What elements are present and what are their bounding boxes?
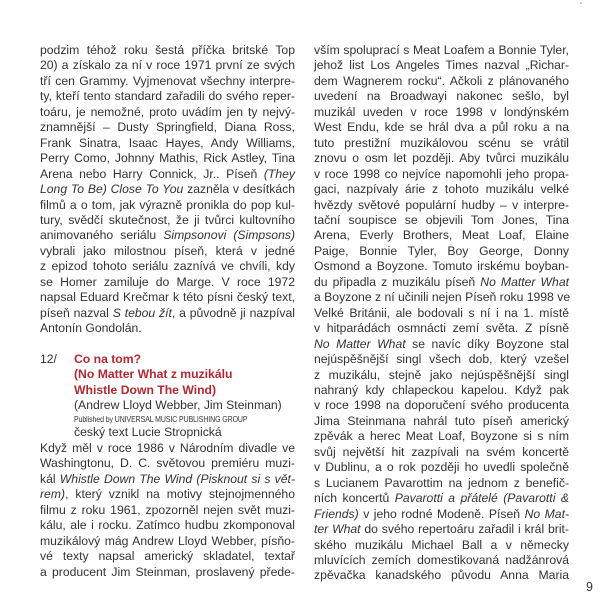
- text-line: v roce 1998 co nejvíce napomohli jeho propa-: [314, 166, 569, 181]
- text-run: ních koncertů: [314, 491, 395, 506]
- text-line: ty, kteří tento standard zařadili do svého reper-: [40, 89, 295, 104]
- text-line: se Homer zamiluje do Marge. V roce 1972: [40, 274, 295, 289]
- text-line: [40, 167, 295, 182]
- track-publisher: Published by UNIVERSAL MUSIC PUBLISHING GROUP: [74, 414, 248, 425]
- text-line: [314, 337, 569, 352]
- text-line: nahraný kdy chlapeckou kapelou. Když pak: [314, 382, 569, 397]
- text-line: Frank Sinatra, Isaac Hayes, Andy Williams,: [40, 135, 295, 150]
- text-line: z epizod tohoto seriálu zaznívá ve chvíli, kdy: [40, 259, 295, 274]
- musical-title-italic: rem): [40, 487, 66, 502]
- text-run: Arena nebo Harry Connick, Jr.. Píseň: [40, 166, 264, 181]
- song-title-italic: No Matter What: [480, 274, 569, 289]
- text-run: , a původně ji nazpíval: [171, 305, 295, 320]
- track-entry: [40, 352, 295, 441]
- text-line: [40, 228, 295, 243]
- song-title-italic: No Mat-: [524, 506, 570, 521]
- track-title: Whistle Down The Wind): [74, 382, 217, 397]
- text-line: 20) a získalo za ní v roce 1971 první ze svých: [40, 58, 295, 73]
- page-number: 9: [586, 580, 593, 594]
- track-czech-lyrics: český text Lucie Stropnická: [74, 425, 222, 440]
- text-run: kál: [40, 471, 60, 486]
- left-column: [40, 43, 295, 580]
- series-title-italic: Simpsonovi (Simpsons): [163, 228, 295, 243]
- text-line: toáru, je nemožné, proto uvádím jen ty nejvý-: [40, 104, 295, 119]
- text-line: zpěvačka kanadského původu Anna Maria: [314, 568, 569, 583]
- song-title-italic: No Matter What: [314, 336, 406, 351]
- text-line: podzim téhož roku šestá příčka britské Top: [40, 43, 295, 57]
- text-run: píseň nazval: [40, 305, 113, 320]
- text-run: animovaného seriálu: [40, 228, 164, 243]
- text-line: tuto prestižní muzikálovou scénu se vrátil: [314, 135, 569, 150]
- text-run: du připadla z muzikálu píseň: [314, 274, 481, 289]
- text-line: nejúspěšnější singl všech dob, který vzešel: [314, 352, 569, 367]
- song-title-italic: Long To Be) Close To You: [40, 182, 184, 197]
- text-line: uvedení na Broadwayi nakonec sešlo, byl: [314, 89, 569, 104]
- text-run: , který vznikl na motivy stejnojmenného: [65, 487, 295, 502]
- text-line: Washingtonu, D. C. světovou premiéru muzi-: [40, 456, 295, 471]
- text-line: [314, 275, 569, 290]
- text-line: v Dublinu, a o rok později ho uvedli společně: [314, 460, 569, 475]
- track-number: 12/: [40, 351, 57, 366]
- text-line: tří cen Grammy. Vyjmenovat všechny interpre-: [40, 73, 295, 88]
- text-line: ského muzikálu Michael Ball a v německy: [314, 537, 569, 552]
- text-line: [40, 472, 295, 487]
- text-line: muzikál uveden v roce 1998 v londýnském: [314, 104, 569, 119]
- musical-title-italic: Whistle Down The Wind (Pisknout si s vět-: [59, 471, 296, 486]
- concert-title-italic: Pavarotti a přátelé (Pavarotti &: [394, 491, 569, 506]
- text-line: filmů a o tom, jak výrazně pronikla do pop kul-: [40, 197, 295, 212]
- song-title-italic: (They: [263, 166, 295, 181]
- text-line: Osmond a Boyzone. Tomuto irskému boyban-: [314, 259, 569, 274]
- text-run: do svého repertoáru zařadil i král brit-: [360, 522, 569, 537]
- text-line: s Lucianem Pavarottim na jednom z benefič-: [314, 475, 569, 490]
- text-line: a producent Jim Steinman, proslavený přede-: [40, 564, 295, 579]
- track-title: Co na tom?: [74, 351, 142, 366]
- song-title-italic: S tebou žít: [112, 305, 172, 320]
- text-line: [314, 522, 569, 537]
- text-line: tury, svědčí skutečnost, že ji tvůrci kultovního: [40, 212, 295, 227]
- text-line: vybrali jako milostnou píseň, která v jedné: [40, 243, 295, 258]
- spacer: [40, 337, 295, 352]
- text-line: Když měl v roce 1986 v Národním divadle ve: [40, 440, 295, 455]
- text-line: [40, 306, 295, 321]
- text-line: vším spoluprací s Meat Loafem a Bonnie Tyler,: [314, 43, 569, 57]
- text-line: Velké Británii, ale bodovali s ní i na 1. místě: [314, 305, 569, 320]
- text-line: svůj největší hit zazpívali na svém koncertě: [314, 444, 569, 459]
- text-line: v roce 1998 na doporučení svého producenta: [314, 398, 569, 413]
- concert-title-italic: Friends): [314, 506, 359, 521]
- text-line: gaci, nazpívaly árie z tohoto muzikálu velké: [314, 182, 569, 197]
- right-column: [314, 43, 569, 584]
- text-line: z muzikálu, stejně jako nejúspěšnější singl: [314, 367, 569, 382]
- text-run: zazněla v desítkách: [183, 182, 295, 197]
- track-title: (No Matter What z muzikálu: [74, 367, 233, 382]
- text-run: se navíc díky Boyzone stal: [405, 336, 569, 351]
- text-line: Antonín Gondolán.: [40, 321, 142, 336]
- text-line: Paige, Bonnie Tyler, Boy George, Donny: [314, 243, 569, 258]
- text-run: v jeho rodné Modeně. Píseň: [358, 506, 525, 521]
- text-line: Perry Como, Johnny Mathis, Rick Astley, Tina: [40, 151, 295, 166]
- track-authors: (Andrew Lloyd Webber, Jim Steinman): [74, 397, 282, 412]
- song-title-italic: ter What: [314, 522, 361, 537]
- text-line: [40, 182, 295, 197]
- text-line: Jima Steinmana nahrál tuto píseň americký: [314, 413, 569, 428]
- text-line: znovu o osm let později. Aby tvůrci muzikálu: [314, 151, 569, 166]
- print-mark: [580, 2, 582, 4]
- text-line: Arena, Everly Brothers, Meat Loaf, Elaine: [314, 228, 569, 243]
- text-line: kálu, ale i rocku. Zatímco hudbu zkomponoval: [40, 518, 295, 533]
- text-line: zpěvák a herec Meat Loaf, Boyzone si s ním: [314, 429, 569, 444]
- text-line: [314, 491, 569, 506]
- text-line: jehož list Los Angeles Times nazval „Richar-: [314, 58, 569, 73]
- text-line: tační soupisce se objevili Tom Jones, Tina: [314, 212, 569, 227]
- text-line: mluvících zemích domestikovaná nadžánrová: [314, 552, 569, 567]
- text-line: [40, 487, 295, 502]
- text-line: vé texty napsal americký skladatel, textař: [40, 549, 295, 564]
- text-line: napsal Eduard Krečmar k této písni český text,: [40, 290, 295, 305]
- text-line: filmu z roku 1961, zpozorněl nejen svět muzi-: [40, 502, 295, 517]
- text-line: [314, 507, 569, 522]
- text-line: znamnější – Dusty Springfield, Diana Ross,: [40, 120, 295, 135]
- text-line: v hitparádách osmnácti zemí světa. Z písně: [314, 321, 569, 336]
- text-line: dem Wagnerem rocku“. Ačkoli z plánovaného: [314, 73, 569, 88]
- text-line: muzikálový mág Andrew Lloyd Webber, písňo-: [40, 533, 295, 548]
- text-line: a Boyzone z ní učinili nejen Píseň roku 1998 ve: [314, 290, 571, 305]
- text-line: hvězdy světové populární hudby – v interpre-: [314, 197, 569, 212]
- text-line: West Endu, kde se hrál dva a půl roku a na: [314, 120, 569, 135]
